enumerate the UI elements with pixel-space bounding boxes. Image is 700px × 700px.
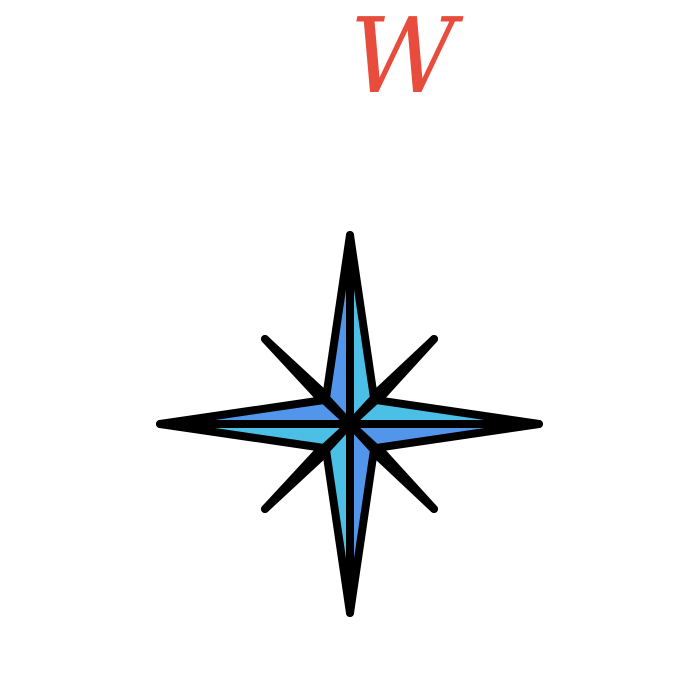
main-point-west-bottom: [160, 424, 350, 448]
direction-letter: W: [349, 0, 457, 117]
main-point-north-right: [350, 235, 374, 424]
main-point-south-right: [350, 424, 374, 613]
main-point-east-bottom: [350, 424, 539, 448]
compass-center-dot: [343, 417, 357, 431]
